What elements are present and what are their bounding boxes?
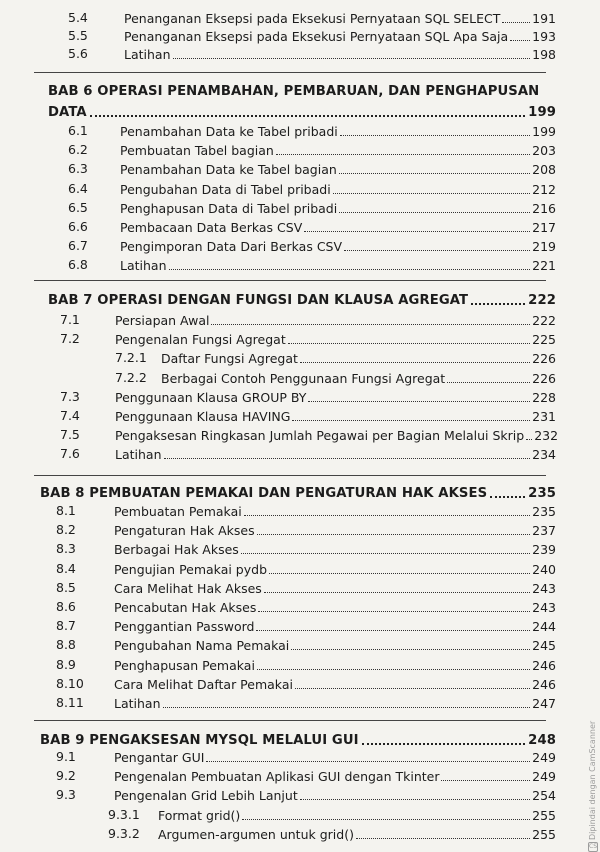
section-divider: [34, 72, 546, 73]
section-divider: [34, 280, 546, 281]
leader-dots: [356, 838, 530, 839]
leader-dots: [339, 212, 530, 213]
entry-page: 193: [532, 29, 556, 44]
toc-entry: [68, 122, 556, 139]
entry-number: 5.4: [68, 10, 88, 25]
leader-dots: [169, 269, 531, 270]
entry-number: 6.7: [68, 238, 88, 254]
toc-entry: [56, 521, 556, 538]
entry-number: 7.4: [60, 408, 80, 423]
entry-title: Penambahan Data ke Tabel bagian: [120, 162, 337, 178]
toc-entry: [108, 806, 556, 823]
entry-page: 244: [532, 619, 556, 635]
entry-page: 249: [532, 769, 556, 785]
entry-number: 8.10: [56, 675, 84, 691]
leader-dots: [339, 173, 530, 174]
leader-dots: [502, 22, 530, 23]
leader-dots: [276, 154, 530, 155]
entry-title: Penanganan Eksepsi pada Eksekusi Pernyataan SQL SELECT: [124, 11, 501, 26]
entry-title: Penghapusan Data di Tabel pribadi: [120, 200, 338, 216]
leader-dots: [257, 534, 531, 535]
entry-title: Daftar Fungsi Agregat: [161, 351, 298, 367]
entry-page: 222: [532, 313, 556, 328]
chapter-6-heading-line: [48, 102, 556, 120]
entry-number: 7.2: [60, 331, 80, 347]
entry-number: 7.2.1: [115, 350, 147, 366]
leader-dots: [447, 382, 530, 383]
leader-dots: [90, 115, 525, 117]
leader-dots: [344, 250, 530, 251]
leader-dots: [300, 799, 530, 800]
entry-number: 8.9: [56, 656, 76, 672]
leader-dots: [257, 669, 530, 670]
entry-number: 8.11: [56, 695, 84, 710]
entry-number: 7.5: [60, 427, 80, 443]
entry-number: 9.2: [56, 768, 76, 784]
chapter-6-page: 199: [528, 105, 556, 120]
entry-page: 247: [532, 696, 556, 711]
entry-number: 5.6: [68, 46, 88, 61]
entry-page: 217: [532, 220, 556, 235]
toc-entry: [56, 786, 556, 803]
leader-dots: [288, 343, 530, 344]
entry-number: 8.8: [56, 637, 76, 653]
entry-number: 8.5: [56, 579, 76, 595]
toc-entry: [56, 579, 556, 596]
entry-page: 231: [532, 409, 556, 424]
entry-page: 232: [534, 428, 559, 444]
toc-entry: [68, 27, 556, 44]
entry-page: 246: [532, 676, 556, 692]
leader-dots: [526, 439, 532, 440]
entry-number: 8.2: [56, 522, 76, 538]
entry-page: 243: [532, 580, 556, 596]
toc-entry: [56, 502, 556, 519]
entry-title: Pengubahan Nama Pemakai: [114, 638, 290, 654]
leader-dots: [241, 553, 530, 554]
entry-number: 5.5: [68, 28, 88, 43]
entry-number: 8.1: [56, 503, 76, 518]
entry-title: Pengaturan Hak Akses: [114, 523, 255, 539]
chapter-8-heading-line: [40, 483, 556, 501]
entry-title: Pembacaan Data Berkas CSV: [120, 220, 303, 235]
entry-title: Format grid(): [158, 807, 241, 823]
leader-dots: [441, 780, 530, 781]
entry-title: Cara Melihat Daftar Pemakai: [114, 676, 293, 692]
leader-dots: [333, 193, 530, 194]
leader-dots: [244, 515, 530, 516]
toc-entry: [68, 9, 556, 26]
entry-page: 203: [532, 143, 556, 159]
entry-title: Argumen-argumen untuk grid(): [158, 826, 354, 842]
chapter-9-heading-line: [40, 730, 556, 748]
entry-page: 254: [532, 788, 556, 804]
chapter-7-heading-line: [48, 290, 556, 308]
entry-number: 8.7: [56, 618, 76, 634]
toc-entry: [60, 330, 556, 347]
entry-number: 9.3.1: [108, 806, 140, 822]
entry-page: 255: [532, 807, 556, 823]
entry-number: 6.2: [68, 142, 88, 158]
entry-title: Pencabutan Hak Akses: [114, 600, 257, 615]
entry-number: 7.2.2: [115, 369, 147, 385]
entry-title: Pengujian Pemakai pydb: [114, 561, 268, 577]
watermark-text: Dipindai dengan CamScanner: [588, 720, 597, 840]
entry-page: 225: [532, 332, 556, 348]
toc-entry: [60, 445, 556, 462]
entry-page: 240: [532, 561, 556, 577]
chapter-6-title-cont: DATA: [48, 105, 87, 120]
toc-entry: [68, 180, 556, 197]
entry-number: 7.3: [60, 388, 80, 404]
toc-entry: [60, 407, 556, 424]
leader-dots: [362, 743, 526, 745]
toc-entry: [68, 199, 556, 216]
chapter-6-title: BAB 6 OPERASI PENAMBAHAN, PEMBARUAN, DAN PENGHAPUSAN: [48, 84, 540, 99]
chapter-9-page: 248: [528, 733, 556, 748]
entry-page: 228: [532, 389, 556, 405]
entry-number: 6.3: [68, 161, 88, 177]
toc-entry: [56, 767, 556, 784]
entry-number: 8.3: [56, 541, 76, 557]
entry-title: Penambahan Data ke Tabel pribadi: [120, 124, 338, 139]
toc-entry: [68, 218, 556, 235]
entry-title: Pengimporan Data Dari Berkas CSV: [120, 239, 343, 255]
toc-entry: [115, 369, 556, 386]
leader-dots: [295, 688, 530, 689]
entry-page: 191: [532, 11, 556, 26]
toc-entry: [68, 141, 556, 158]
leader-dots: [510, 40, 530, 41]
chapter-9-title: BAB 9 PENGAKSESAN MYSQL MELALUI GUI: [40, 733, 359, 748]
toc-entry: [60, 388, 556, 405]
entry-page: 235: [532, 504, 556, 519]
entry-title: Berbagai Contoh Penggunaan Fungsi Agregat: [161, 370, 446, 386]
leader-dots: [163, 707, 531, 708]
entry-page: 234: [532, 447, 556, 463]
entry-title: Pembuatan Tabel bagian: [120, 143, 274, 159]
section-divider: [34, 475, 546, 476]
toc-entry: [56, 656, 556, 673]
entry-title: Latihan: [115, 447, 162, 463]
entry-title: Berbagai Hak Akses: [114, 542, 239, 558]
entry-page: 246: [532, 657, 556, 673]
toc-entry: [56, 540, 556, 557]
entry-page: 239: [532, 542, 556, 558]
entry-page: 219: [532, 239, 556, 255]
entry-page: 212: [532, 181, 556, 197]
chapter-8-title: BAB 8 PEMBUATAN PEMAKAI DAN PENGATURAN HAK AKSES: [40, 486, 488, 501]
leader-dots: [340, 135, 530, 136]
entry-page: 199: [532, 124, 556, 139]
chapter-7-page: 222: [528, 293, 556, 308]
entry-number: 6.6: [68, 219, 88, 234]
entry-title: Penggantian Password: [114, 619, 255, 635]
entry-number: 6.5: [68, 199, 88, 215]
entry-page: 226: [532, 370, 556, 386]
leader-dots: [164, 458, 531, 459]
toc-entry: [56, 748, 556, 765]
entry-number: 7.6: [60, 446, 80, 462]
entry-number: 7.1: [60, 312, 80, 327]
entry-page: 226: [532, 351, 556, 367]
toc-entry: [115, 349, 556, 366]
entry-page: 249: [532, 750, 556, 765]
entry-page: 208: [532, 162, 556, 178]
entry-number: 8.4: [56, 560, 76, 576]
toc-entry: [68, 256, 556, 273]
entry-page: 243: [532, 600, 556, 615]
entry-page: 216: [532, 200, 556, 216]
leader-dots: [242, 819, 530, 820]
leader-dots: [256, 630, 530, 631]
entry-title: Penggunaan Klausa HAVING: [115, 409, 291, 424]
entry-page: 245: [532, 638, 556, 654]
toc-entry: [68, 160, 556, 177]
section-divider: [34, 720, 546, 721]
entry-title: Pengubahan Data di Tabel pribadi: [120, 181, 331, 197]
leader-dots: [269, 573, 530, 574]
camscanner-logo-icon: CS: [589, 843, 597, 850]
entry-title: Latihan: [120, 258, 167, 274]
entry-title: Penanganan Eksepsi pada Eksekusi Pernyataan SQL Apa Saja: [124, 29, 509, 44]
entry-page: 237: [532, 523, 556, 539]
leader-dots: [308, 401, 530, 402]
scanner-watermark: [588, 700, 598, 850]
leader-dots: [264, 592, 530, 593]
toc-entry: [56, 617, 556, 634]
leader-dots: [173, 58, 531, 59]
entry-title: Pengantar GUI: [114, 750, 205, 765]
entry-page: 255: [532, 826, 556, 842]
entry-title: Pengenalan Grid Lebih Lanjut: [114, 788, 298, 804]
entry-title: Penggunaan Klausa GROUP BY: [115, 389, 307, 405]
leader-dots: [490, 496, 525, 498]
toc-entry: [56, 636, 556, 653]
leader-dots: [471, 303, 525, 305]
entry-title: Cara Melihat Hak Akses: [114, 580, 262, 596]
leader-dots: [211, 324, 530, 325]
chapter-7-title: BAB 7 OPERASI DENGAN FUNGSI DAN KLAUSA AGREGAT: [48, 293, 469, 308]
entry-number: 9.3: [56, 787, 76, 803]
leader-dots: [206, 761, 530, 762]
entry-title: Pembuatan Pemakai: [114, 504, 242, 519]
entry-number: 6.8: [68, 257, 88, 273]
toc-entry: [56, 598, 556, 615]
entry-number: 9.1: [56, 749, 76, 764]
entry-title: Pengenalan Pembuatan Aplikasi GUI dengan Tkinter: [114, 769, 440, 785]
toc-entry: [68, 45, 556, 62]
entry-title: Persiapan Awal: [115, 313, 210, 328]
entry-number: 8.6: [56, 599, 76, 614]
entry-title: Pengaksesan Ringkasan Jumlah Pegawai per Bagian Melalui Skrip: [115, 428, 525, 444]
entry-title: Latihan: [114, 696, 161, 711]
leader-dots: [292, 420, 530, 421]
toc-entry: [56, 560, 556, 577]
leader-dots: [258, 611, 530, 612]
chapter-8-page: 235: [528, 486, 556, 501]
toc-entry: [60, 311, 556, 328]
entry-number: 6.1: [68, 123, 88, 138]
leader-dots: [291, 649, 530, 650]
entry-page: 198: [532, 47, 556, 62]
toc-entry: [68, 237, 556, 254]
entry-number: 9.3.2: [108, 825, 140, 841]
toc-entry: [60, 426, 559, 444]
leader-dots: [300, 362, 530, 363]
entry-title: Pengenalan Fungsi Agregat: [115, 332, 286, 348]
toc-entry: [56, 694, 556, 711]
entry-title: Latihan: [124, 47, 171, 62]
toc-entry: [56, 675, 556, 692]
leader-dots: [304, 231, 530, 232]
toc-entry: [108, 825, 556, 842]
entry-number: 6.4: [68, 180, 88, 196]
entry-title: Penghapusan Pemakai: [114, 657, 255, 673]
entry-page: 221: [532, 258, 556, 274]
